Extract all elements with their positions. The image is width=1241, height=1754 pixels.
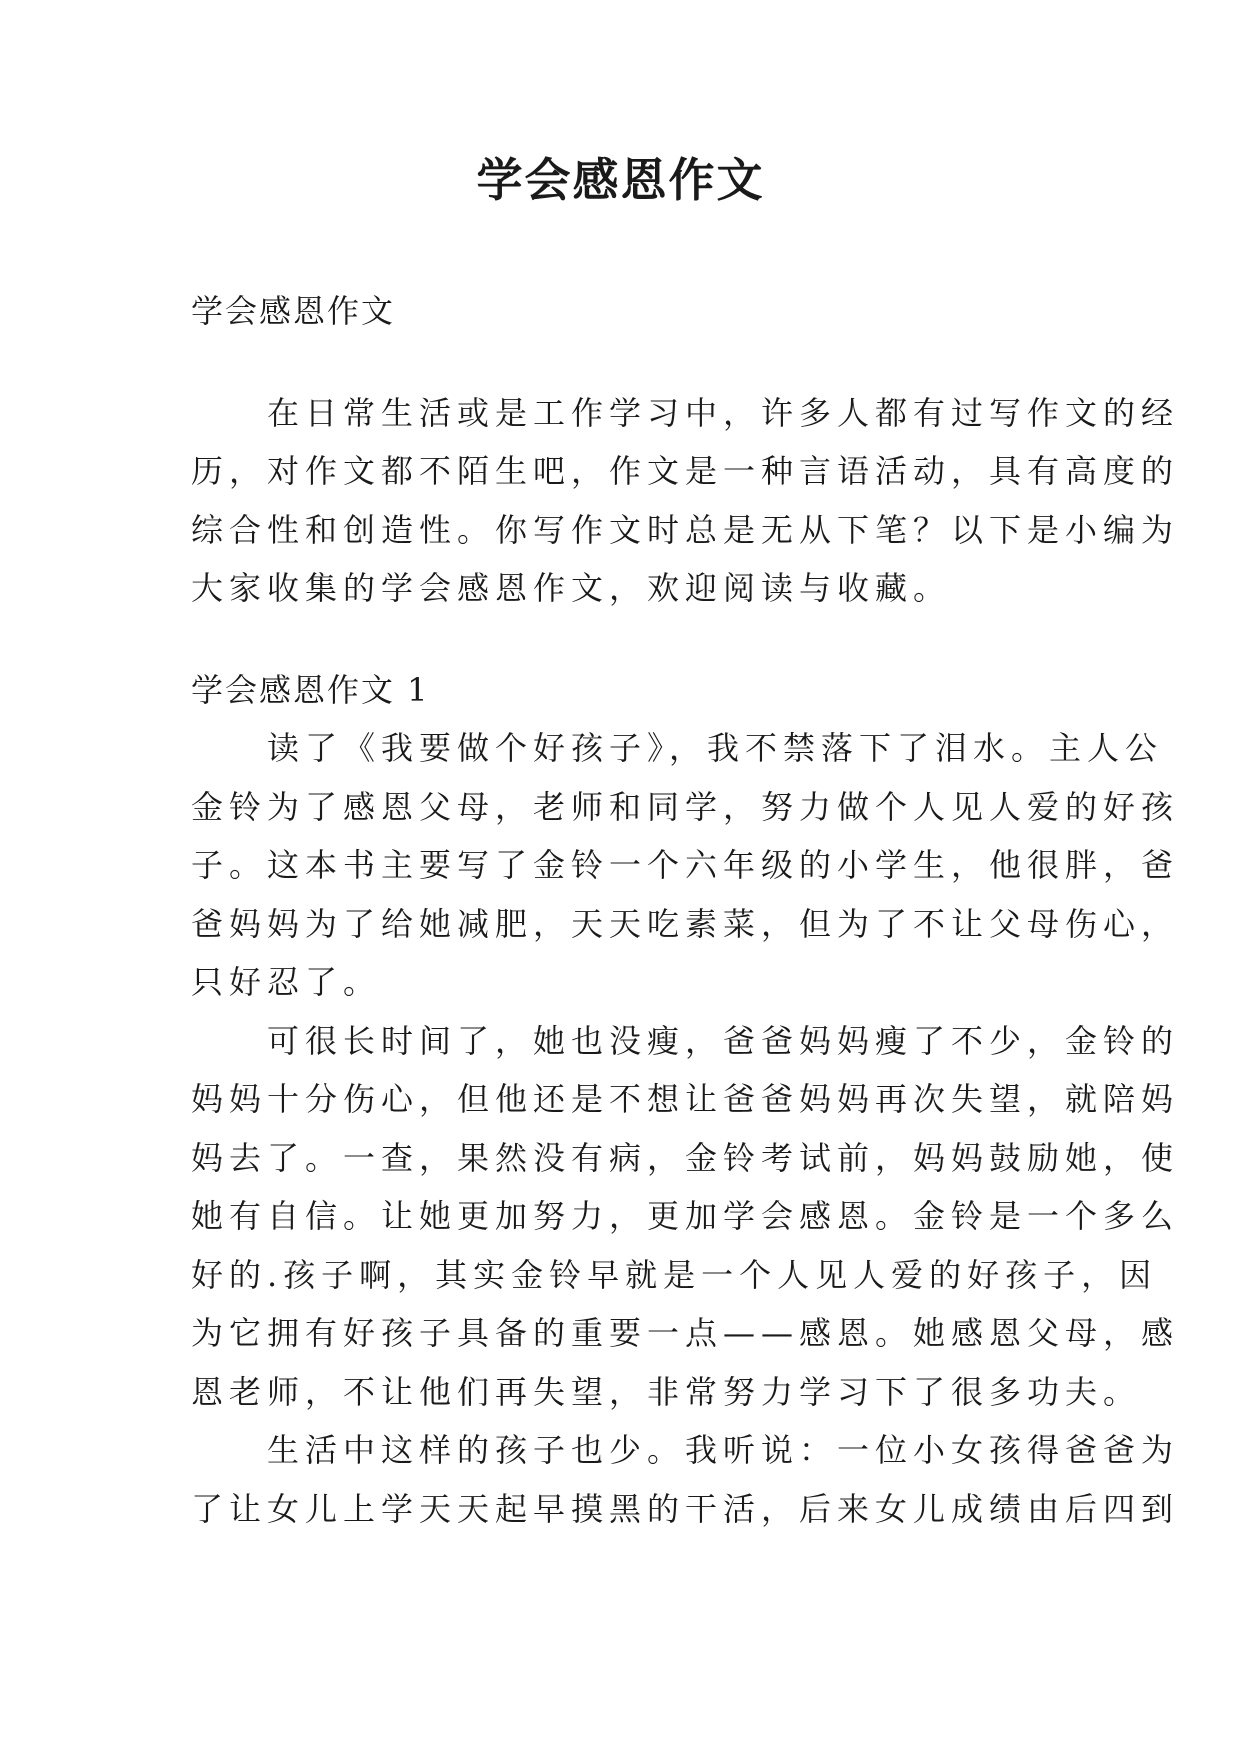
essay-line: 生活中这样的孩子也少。我听说：一位小女孩得爸爸为 bbox=[191, 1431, 1180, 1469]
essay-line: 可很长时间了，她也没瘦，爸爸妈妈瘦了不少，金铃的 bbox=[191, 1021, 1180, 1060]
essay-line: 妈妈十分伤心，但他还是不想让爸爸妈妈再次失望，就陪妈 bbox=[191, 1080, 1180, 1118]
essay-line: 了让女儿上学天天起早摸黑的干活，后来女儿成绩由后四到 bbox=[191, 1489, 1180, 1528]
essay-line: 金铃为了感恩父母，老师和同学，努力做个人见人爱的好孩 bbox=[191, 787, 1180, 826]
essay-line: 爸妈妈为了给她减肥，天天吃素菜，但为了不让父母伤心， bbox=[191, 904, 1180, 943]
essay-line: 妈去了。一查，果然没有病，金铃考试前，妈妈鼓励她，使 bbox=[191, 1138, 1180, 1177]
intro-line: 历，对作文都不陌生吧，作文是一种言语活动，具有高度的 bbox=[191, 452, 1180, 490]
essay-section bbox=[191, 661, 1180, 1539]
essay-line: 为它拥有好孩子具备的重要一点——感恩。她感恩父母，感 bbox=[191, 1314, 1180, 1352]
intro-line: 大家收集的学会感恩作文，欢迎阅读与收藏。 bbox=[191, 569, 952, 607]
essay-line: 只好忍了。 bbox=[191, 963, 382, 1001]
document-title: 学会感恩作文 bbox=[476, 153, 765, 207]
essay-line: 她有自信。让她更加努力，更加学会感恩。金铃是一个多么 bbox=[191, 1197, 1180, 1235]
essay-line: 好的.孩子啊，其实金铃早就是一个人见人爱的好孩子，因 bbox=[191, 1255, 1158, 1294]
essay-line: 恩老师，不让他们再失望，非常努力学习下了很多功夫。 bbox=[191, 1372, 1142, 1411]
essay-line: 子。这本书主要写了金铃一个六年级的小学生，他很胖，爸 bbox=[191, 846, 1180, 884]
essay-line: 读了《我要做个好孩子》，我不禁落下了泪水。主人公 bbox=[191, 729, 1164, 767]
document-body bbox=[191, 282, 1180, 1538]
intro-line: 在日常生活或是工作学习中，许多人都有过写作文的经 bbox=[191, 393, 1180, 432]
intro-line: 综合性和创造性。你写作文时总是无从下笔？以下是小编为 bbox=[191, 510, 1180, 549]
document-subtitle: 学会感恩作文 bbox=[191, 292, 396, 330]
intro-paragraph bbox=[191, 384, 1180, 618]
section-heading: 学会感恩作文 1 bbox=[191, 670, 430, 709]
